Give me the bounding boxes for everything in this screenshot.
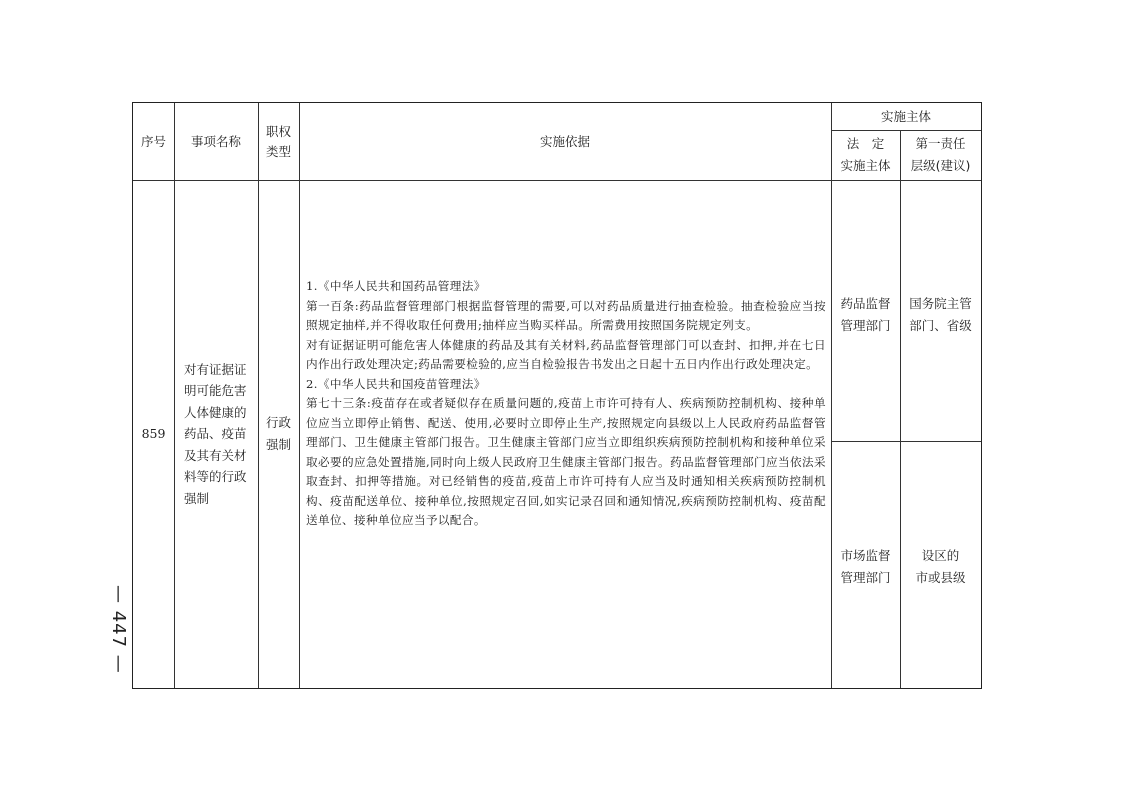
basis-line: 2.《中华人民共和国疫苗管理法》	[306, 376, 486, 391]
row-item-name: 对有证据证 明可能危害 人体健康的 药品、疫苗 及其有关材 料等的行政 强制	[184, 361, 247, 506]
basis-line: 第一百条:药品监督管理部门根据监督管理的需要,可以对药品质量进行抽查检验。抽查检验应当按照规定抽样,并不得收取任何费用;抽样应当购买样品。所需费用按照国务院规定列支。	[306, 298, 826, 332]
row-seq: 859	[141, 426, 166, 441]
header-item-name: 事项名称	[190, 133, 241, 149]
subject-2-legal: 市场监督 管理部门	[840, 548, 891, 585]
basis-text	[306, 277, 826, 531]
subject-1-level: 国务院主管 部门、省级	[909, 296, 972, 333]
page-number: — 447 —	[108, 585, 129, 674]
subject-1-legal: 药品监督 管理部门	[840, 296, 891, 333]
basis-line: 第七十三条:疫苗存在或者疑似存在质量问题的,疫苗上市许可持有人、疾病预防控制机构、接种单位应当立即停止销售、配送、使用,必要时立即停止生产,按照规定向县级以上人民政府药品监督管理部门、卫生健康主管部门报告。卫生健康主管部门应当立即组织疾病预防控制机构和接种单位采取必要的应急处置措施,同时向上级人民政府卫生健康主管部门报告。药品监督管理部门应当依法采取查封、扣押等措施。对已经销售的疫苗,疫苗上市许可持有人应当及时通知相关疾病预防控制机构、疫苗配送单位、接种单位,按照规定召回,如实记录召回和通知情况,疾病预防控制机构、疫苗配送单位、接种单位应当予以配合。	[306, 396, 826, 527]
header-seq: 序号	[140, 133, 166, 149]
col-divider	[900, 130, 901, 688]
basis-line: 对有证据证明可能危害人体健康的药品及其有关材料,药品监督管理部门可以查封、扣押,并在七日内作出行政处理决定;药品需要检验的,应当自检验报告书发出之日起十五日内作出行政处理决定。	[306, 337, 826, 371]
header-legal-subject: 法 定 实施主体	[840, 136, 891, 173]
subject-divider	[831, 441, 981, 442]
col-divider	[299, 103, 300, 688]
header-power-type: 职权 类型	[265, 123, 291, 159]
row-power-type: 行政 强制	[265, 415, 291, 452]
subject-2-level: 设区的 市或县级	[915, 548, 966, 585]
header-subject: 实施主体	[880, 108, 931, 124]
header-first-level: 第一责任 层级(建议)	[910, 136, 971, 173]
header-basis: 实施依据	[539, 133, 590, 149]
col-divider	[831, 103, 832, 688]
basis-line: 1.《中华人民共和国药品管理法》	[306, 279, 486, 293]
